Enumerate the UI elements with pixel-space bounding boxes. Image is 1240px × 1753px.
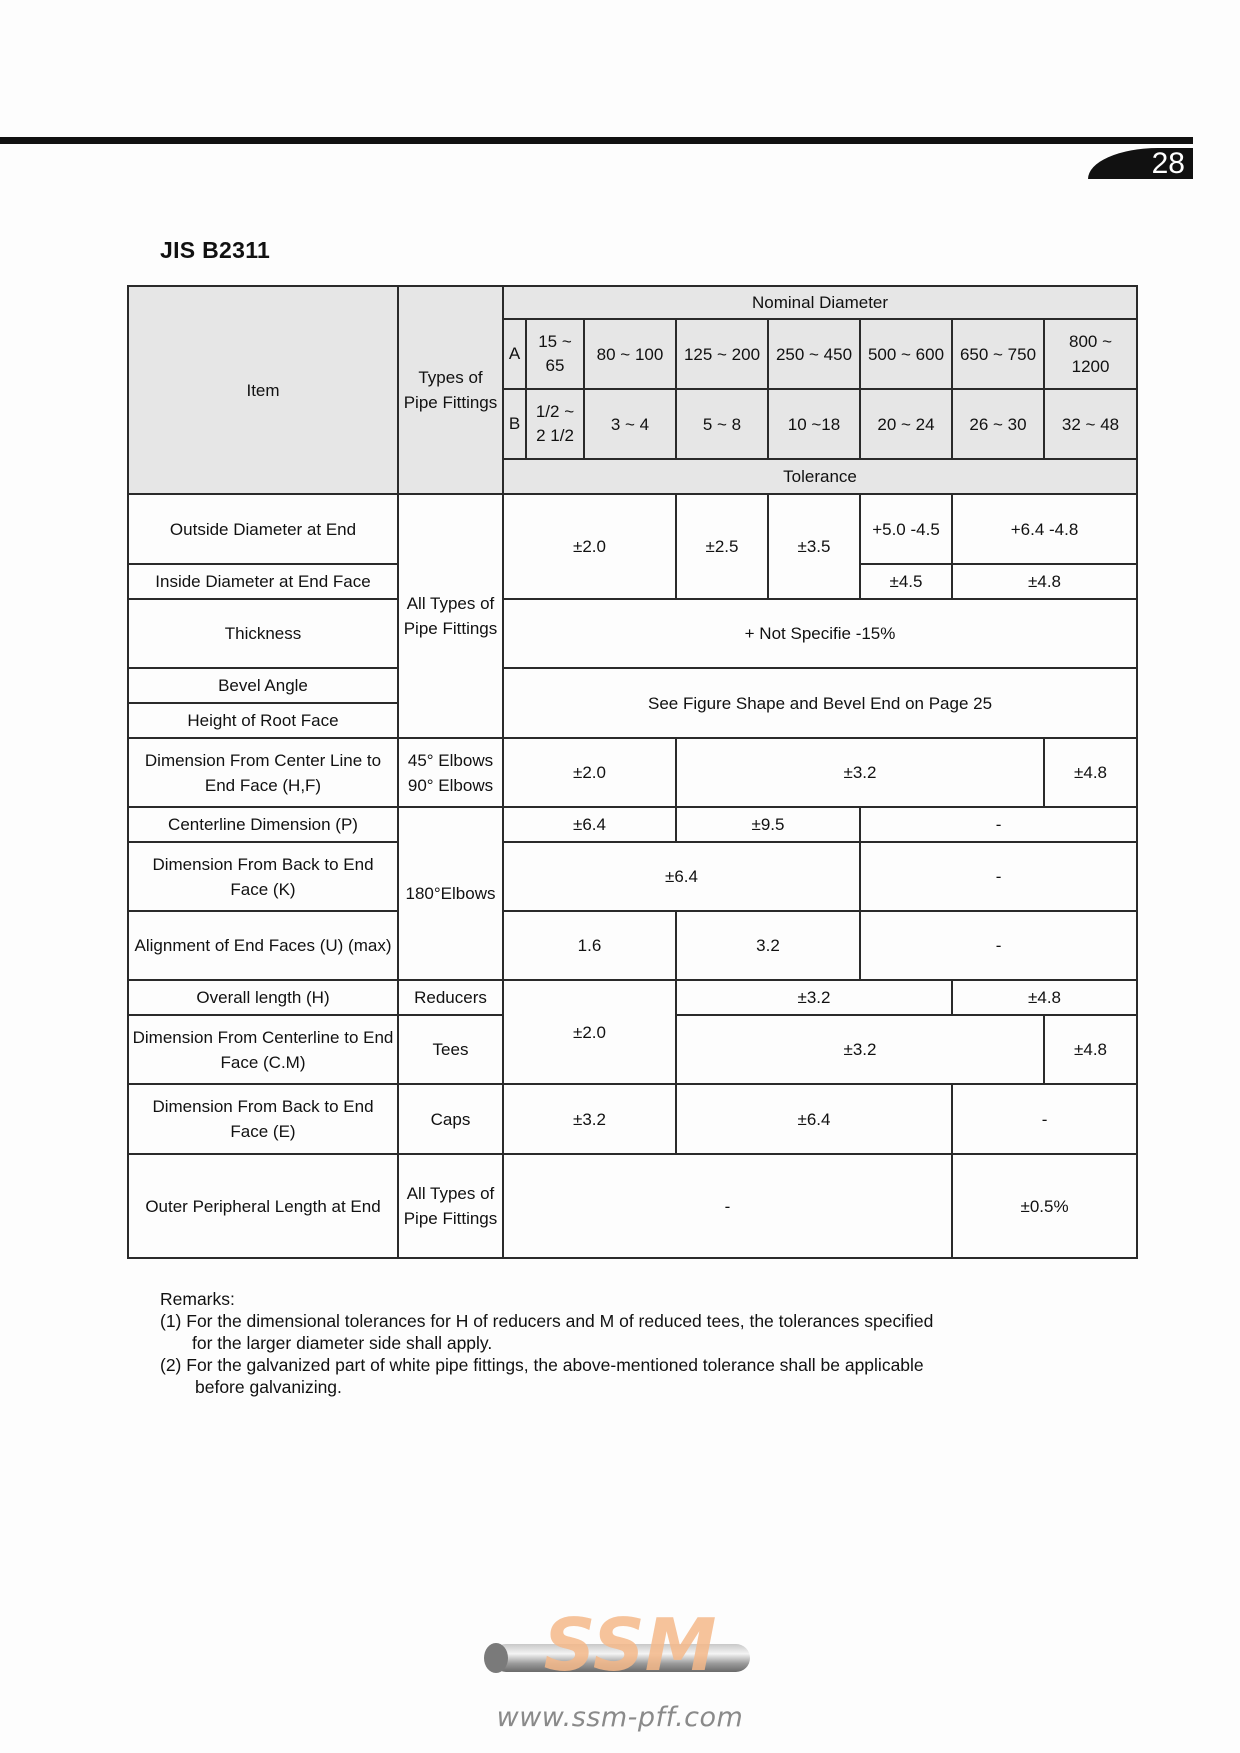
cell-h-2: ±3.2	[676, 980, 952, 1015]
b-size: 5 ~ 8	[676, 389, 768, 459]
cell-opl-2: ±0.5%	[952, 1154, 1137, 1258]
b-size: 32 ~ 48	[1044, 389, 1137, 459]
b-size: 1/2 ~ 2 1/2	[526, 389, 584, 459]
cell-od-2: ±2.5	[676, 494, 768, 599]
page-number-tab	[1088, 148, 1193, 179]
remark-1-cont: for the larger diameter side shall apply.	[192, 1333, 493, 1353]
cell-e-3: -	[952, 1084, 1137, 1154]
remark-2-cont: before galvanizing.	[195, 1377, 342, 1397]
row-overall-length: Overall length (H)	[128, 980, 398, 1015]
type-caps: Caps	[398, 1084, 503, 1154]
cell-thickness: + Not Specifie -15%	[503, 599, 1137, 668]
row-thickness: Thickness	[128, 599, 398, 668]
row-centerline-cm: Dimension From Centerline to End Face (C.M)	[128, 1015, 398, 1084]
tolerance-header: Tolerance	[503, 459, 1137, 494]
type-reducers: Reducers	[398, 980, 503, 1015]
row-inside-diameter: Inside Diameter at End Face	[128, 564, 398, 599]
cell-hf-3: ±4.8	[1044, 738, 1137, 807]
type-180-elbows: 180°Elbows	[398, 807, 503, 980]
row-bevel-angle: Bevel Angle	[128, 668, 398, 703]
type-all-types: All Types of Pipe Fittings	[398, 494, 503, 738]
row-back-to-end-k: Dimension From Back to End Face (K)	[128, 842, 398, 911]
row-center-line: Dimension From Center Line to End Face (H,F)	[128, 738, 398, 807]
remark-1: (1) For the dimensional tolerances for H of reducers and M of reduced tees, the tolerances specified	[160, 1311, 934, 1331]
a-size: 500 ~ 600	[860, 319, 952, 389]
cell-opl-1: -	[503, 1154, 952, 1258]
row-alignment-u: Alignment of End Faces (U) (max)	[128, 911, 398, 980]
row-outer-peripheral: Outer Peripheral Length at End	[128, 1154, 398, 1258]
type-tees: Tees	[398, 1015, 503, 1084]
item-header: Item	[128, 286, 398, 494]
cell-p-2: ±9.5	[676, 807, 860, 842]
cell-h-3: ±4.8	[952, 980, 1137, 1015]
remark-2: (2) For the galvanized part of white pipe fittings, the above-mentioned tolerance shall be applicable	[160, 1355, 924, 1375]
top-rule	[0, 137, 1193, 144]
pipe-end	[484, 1643, 508, 1673]
a-size: 800 ~ 1200	[1044, 319, 1137, 389]
row-back-to-end-e: Dimension From Back to End Face (E)	[128, 1084, 398, 1154]
a-size: 650 ~ 750	[952, 319, 1044, 389]
page-title: JIS B2311	[160, 237, 271, 263]
b-size: 10 ~18	[768, 389, 860, 459]
b-size: 3 ~ 4	[584, 389, 676, 459]
cell-od-1: ±2.0	[503, 494, 676, 599]
cell-cm-2: ±3.2	[676, 1015, 1044, 1084]
cell-e-2: ±6.4	[676, 1084, 952, 1154]
a-size: 80 ~ 100	[584, 319, 676, 389]
cell-od-4: +5.0 -4.5	[860, 494, 952, 564]
website-link[interactable]: www.ssm-pff.com	[496, 1702, 744, 1733]
cell-id-5: ±4.8	[952, 564, 1137, 599]
remarks	[160, 1288, 933, 1398]
cell-cm-3: ±4.8	[1044, 1015, 1137, 1084]
cell-u-3: -	[860, 911, 1137, 980]
cell-k-2: -	[860, 842, 1137, 911]
cell-bevel: See Figure Shape and Bevel End on Page 25	[503, 668, 1137, 738]
nominal-diameter-header: Nominal Diameter	[503, 286, 1137, 319]
row-a-label: A	[503, 319, 526, 389]
cell-u-1: 1.6	[503, 911, 676, 980]
a-size: 125 ~ 200	[676, 319, 768, 389]
a-size: 250 ~ 450	[768, 319, 860, 389]
cell-hf-2: ±3.2	[676, 738, 1044, 807]
row-outside-diameter: Outside Diameter at End	[128, 494, 398, 564]
cell-id-4: ±4.5	[860, 564, 952, 599]
cell-e-1: ±3.2	[503, 1084, 676, 1154]
row-root-face: Height of Root Face	[128, 703, 398, 738]
cell-p-3: -	[860, 807, 1137, 842]
cell-u-2: 3.2	[676, 911, 860, 980]
row-b-label: B	[503, 389, 526, 459]
tolerance-table	[127, 285, 1138, 1259]
cell-reducer-tee-1: ±2.0	[503, 980, 676, 1084]
type-all-types-2: All Types of Pipe Fittings	[398, 1154, 503, 1258]
cell-od-5: +6.4 -4.8	[952, 494, 1137, 564]
row-centerline-p: Centerline Dimension (P)	[128, 807, 398, 842]
types-header: Types of Pipe Fittings	[398, 286, 503, 494]
page-number: 28	[1151, 147, 1185, 180]
cell-od-3: ±3.5	[768, 494, 860, 599]
b-size: 20 ~ 24	[860, 389, 952, 459]
cell-k-1: ±6.4	[503, 842, 860, 911]
cell-hf-1: ±2.0	[503, 738, 676, 807]
cell-p-1: ±6.4	[503, 807, 676, 842]
ssm-logo	[470, 1598, 770, 1678]
b-size: 26 ~ 30	[952, 389, 1044, 459]
type-elbows: 45° Elbows 90° Elbows	[398, 738, 503, 807]
a-size: 15 ~ 65	[526, 319, 584, 389]
remarks-heading: Remarks:	[160, 1289, 235, 1309]
logo-text: SSM	[543, 1603, 717, 1678]
